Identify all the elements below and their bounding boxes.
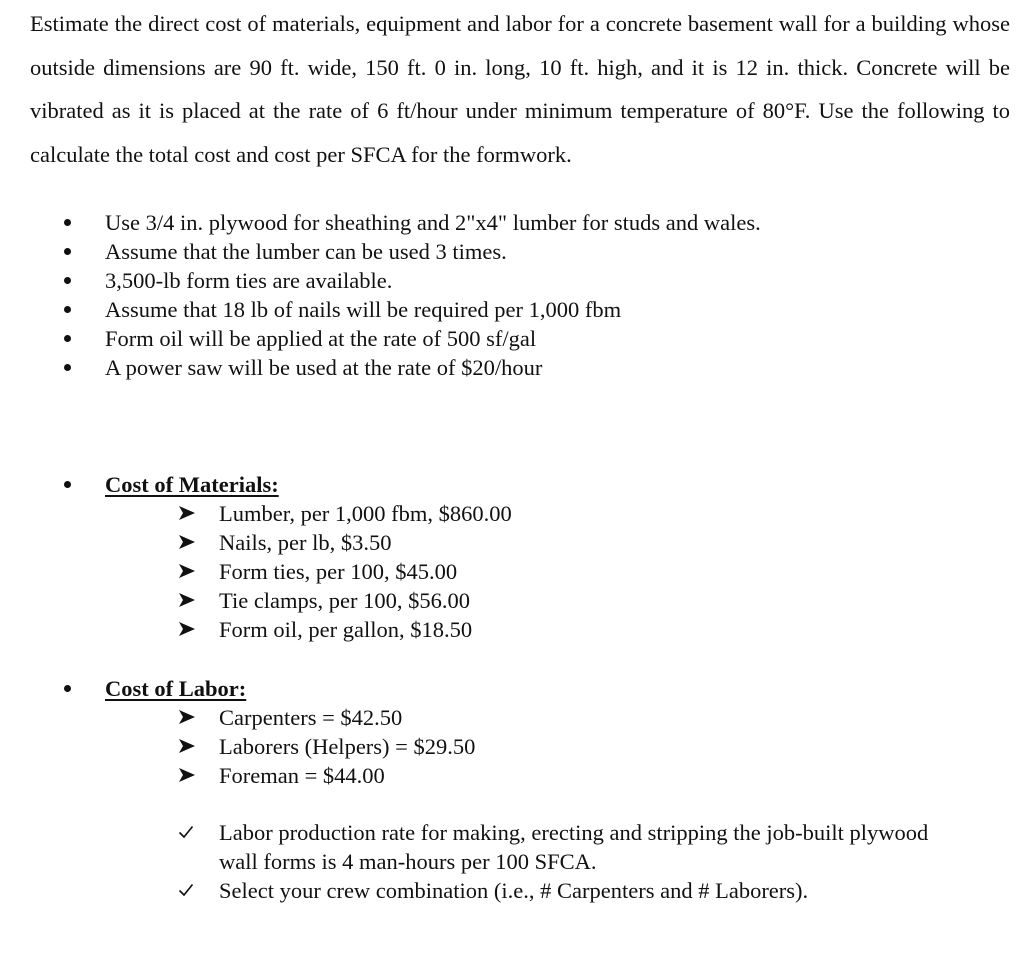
assumption-item <box>0 353 1000 382</box>
arrowhead-icon <box>178 621 196 637</box>
arrowhead-icon <box>178 592 196 608</box>
arrowhead-icon <box>178 534 196 550</box>
materials-heading-text: Cost of Materials: <box>105 472 279 497</box>
arrowhead-icon <box>178 767 196 783</box>
note-item <box>0 818 939 876</box>
assumption-item <box>0 295 1000 324</box>
labor-text: Laborers (Helpers) = $29.50 <box>219 734 476 759</box>
assumption-item <box>0 237 1000 266</box>
labor-item <box>0 761 1000 790</box>
arrowhead-icon <box>178 563 196 579</box>
problem-statement: Estimate the direct cost of materials, equipment and labor for a concrete basement wall for a building whose outside dimensions are 90 ft. wide, 150 ft. 0 in. long, 10 ft. high, and it is 12 in. thick. Concrete will be vibrated as it is placed at the rate of 6 ft/hour under minimum temperature of 80°F. Use the following to calculate the total cost and cost per SFCA for the formwork. <box>30 11 1010 167</box>
checkmark-icon <box>178 883 194 897</box>
bullet-icon <box>64 306 71 313</box>
labor-section <box>0 674 1000 790</box>
materials-section <box>0 470 1000 644</box>
material-text: Nails, per lb, $3.50 <box>219 530 392 555</box>
labor-item <box>0 732 1000 761</box>
material-item <box>0 528 1000 557</box>
note-text: Labor production rate for making, erecting and stripping the job-built plywood wall forms is 4 man-hours per 100 SFCA. <box>219 820 929 874</box>
labor-item <box>0 703 1000 732</box>
labor-heading <box>0 674 1000 703</box>
arrowhead-icon <box>178 505 196 521</box>
material-text: Tie clamps, per 100, $56.00 <box>219 588 471 613</box>
assumption-text: Use 3/4 in. plywood for sheathing and 2"x4" lumber for studs and wales. <box>105 210 761 235</box>
bullet-icon <box>64 248 71 255</box>
notes-list <box>0 818 1000 905</box>
assumption-item <box>0 208 1000 237</box>
bullet-icon <box>64 685 71 692</box>
note-text: Select your crew combination (i.e., # Carpenters and # Laborers). <box>219 878 809 903</box>
checkmark-icon <box>178 825 194 839</box>
material-text: Form oil, per gallon, $18.50 <box>219 617 473 642</box>
labor-text: Foreman = $44.00 <box>219 763 385 788</box>
bullet-icon <box>64 481 71 488</box>
arrowhead-icon <box>178 709 196 725</box>
labor-text: Carpenters = $42.50 <box>219 705 403 730</box>
labor-heading-text: Cost of Labor: <box>105 676 247 701</box>
bullet-icon <box>64 335 71 342</box>
materials-heading <box>0 470 1000 499</box>
arrowhead-icon <box>178 738 196 754</box>
note-item <box>0 876 939 905</box>
assumption-text: Assume that 18 lb of nails will be required per 1,000 fbm <box>105 297 622 322</box>
material-item <box>0 615 1000 644</box>
assumptions-list <box>0 208 1000 382</box>
material-item <box>0 586 1000 615</box>
material-item <box>0 499 1000 528</box>
assumption-text: A power saw will be used at the rate of $20/hour <box>105 355 543 380</box>
bullet-icon <box>64 219 71 226</box>
material-item <box>0 557 1000 586</box>
bullet-icon <box>64 364 71 371</box>
assumption-text: Form oil will be applied at the rate of 500 sf/gal <box>105 326 537 351</box>
labor-list <box>0 703 1000 790</box>
materials-list <box>0 499 1000 644</box>
assumption-item <box>0 266 1000 295</box>
bullet-icon <box>64 277 71 284</box>
assumption-text: 3,500-lb form ties are available. <box>105 268 393 293</box>
material-text: Lumber, per 1,000 fbm, $860.00 <box>219 501 512 526</box>
assumption-item <box>0 324 1000 353</box>
material-text: Form ties, per 100, $45.00 <box>219 559 458 584</box>
assumption-text: Assume that the lumber can be used 3 times. <box>105 239 507 264</box>
